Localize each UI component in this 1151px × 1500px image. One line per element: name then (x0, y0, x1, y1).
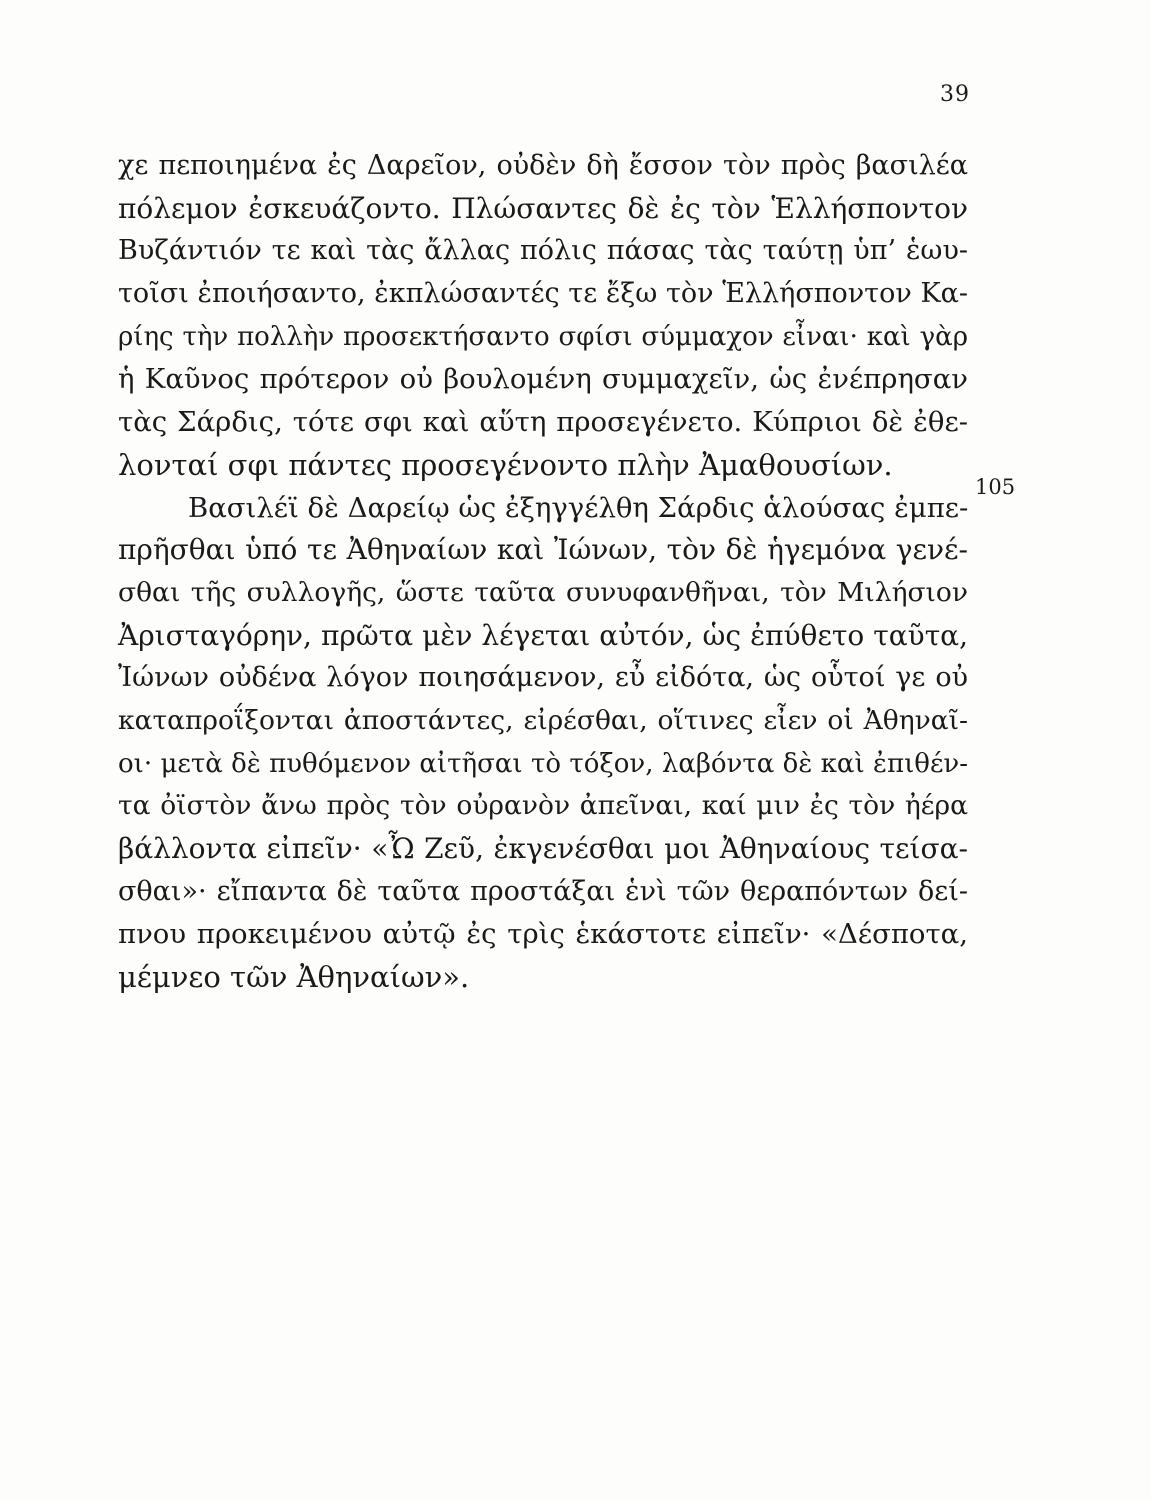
text-line: μέμνεο τῶν Ἀθηναίων». (118, 960, 470, 995)
text-line: πόλεμον ἐσκευάζοντο. Πλώσαντες δὲ ἐς τὸν Ἑλλήσποντον (118, 191, 968, 225)
paragraph-start-line: Βασιλέϊ δὲ Δαρείῳ ὡς ἐξηγγέλθη Σάρδις ἁλούσας ἐμπε- (188, 491, 969, 524)
text-line: οι· μετὰ δὲ πυθόμενον αἰτῆσαι τὸ τόξον, λαβόντα δὲ καὶ ἐπιθέν- (118, 748, 968, 779)
body-text (118, 145, 968, 999)
text-line: ρίης τὴν πολλὴν προσεκτήσαντο σφίσι σύμμαχον εἶναι· καὶ γὰρ (118, 321, 968, 352)
text-line: Ἀρισταγόρην, πρῶτα μὲν λέγεται αὐτόν, ὡς ἐπύθετο ταῦτα, (118, 618, 968, 652)
margin-section-number: 105 (975, 475, 1016, 499)
text-line: πνου προκειμένου αὐτῷ ἐς τρὶς ἑκάστοτε εἰπεῖν· «Δέσποτα, (118, 918, 968, 951)
text-line: καταπροΐξονται ἀποστάντες, εἰρέσθαι, οἵτινες εἶεν οἱ Ἀθηναῖ- (118, 704, 968, 736)
text-line: χε πεποιημένα ἐς Δαρεῖον, οὐδὲν δὴ ἔσσον τὸν πρὸς βασιλέα (118, 150, 968, 181)
text-line: ἡ Καῦνος πρότερον οὐ βουλομένη συμμαχεῖν, ὡς ἐνέπρησαν (118, 363, 968, 396)
text-line: τοῖσι ἐποιήσαντο, ἐκπλώσαντές τε ἔξω τὸν Ἑλλήσποντον Κα- (118, 278, 968, 310)
text-line: τὰς Σάρδις, τότε σφι καὶ αὕτη προσεγένετο. Κύπριοι δὲ ἐθε- (118, 406, 968, 439)
text-line: Ἰώνων οὐδένα λόγον ποιησάμενον, εὖ εἰδότα, ὡς οὗτοί γε οὐ (118, 662, 968, 694)
text-line: Βυζάντιόν τε καὶ τὰς ἄλλας πόλις πάσας τὰς ταύτῃ ὑπ’ ἑωυ- (118, 235, 968, 267)
text-line: λονταί σφι πάντες προσεγένοντο πλὴν Ἀμαθουσίων. (118, 447, 893, 482)
text-line: τα ὀϊστὸν ἄνω πρὸς τὸν οὐρανὸν ἀπεῖναι, καί μιν ἐς τὸν ἠέρα (118, 790, 968, 822)
page-number: 39 (940, 82, 970, 107)
text-line: σθαι»· εἴπαντα δὲ ταῦτα προστάξαι ἑνὶ τῶν θεραπόντων δεί- (118, 875, 968, 907)
text-line: πρῆσθαι ὑπό τε Ἀθηναίων καὶ Ἰώνων, τὸν δὲ ἡγεμόνα γενέ- (118, 533, 968, 567)
text-line: σθαι τῆς συλλογῆς, ὥστε ταῦτα συνυφανθῆναι, τὸν Μιλήσιον (118, 576, 968, 608)
text-line: βάλλοντα εἰπεῖν· «Ὦ Ζεῦ, ἐκγενέσθαι μοι Ἀθηναίους τείσα- (118, 832, 968, 865)
